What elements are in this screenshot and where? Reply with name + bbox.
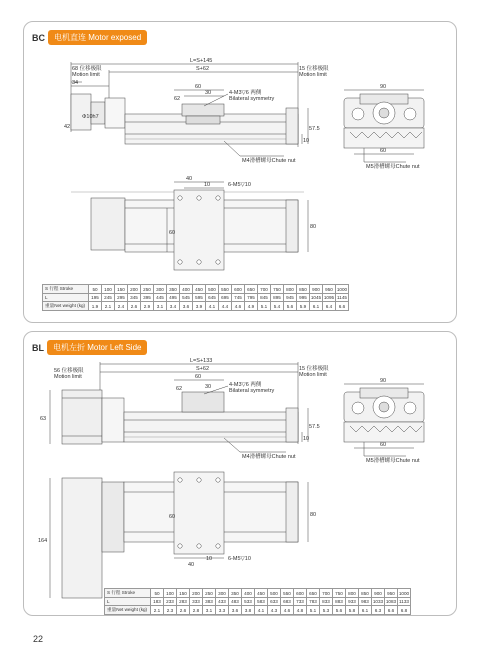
table-cell: 5.6 bbox=[284, 302, 297, 311]
dim-60: 60 bbox=[195, 374, 202, 380]
table-cell: 5.3 bbox=[320, 606, 333, 615]
top-60-label: 60 bbox=[169, 230, 176, 236]
table-cell: 150 bbox=[115, 285, 128, 294]
table-cell: 4.6 bbox=[281, 606, 294, 615]
dim-60: 60 bbox=[195, 84, 202, 90]
right-limit-cn: 15 位移极限 bbox=[299, 66, 329, 72]
table-cell: 483 bbox=[229, 598, 242, 606]
table-cell: 983 bbox=[359, 598, 372, 606]
section-bc bbox=[23, 21, 457, 323]
table-cell: 4.9 bbox=[245, 302, 258, 311]
dim-total-label: L=S+145 bbox=[190, 58, 213, 64]
table-cell: 6.3 bbox=[372, 606, 385, 615]
table-cell: 750 bbox=[271, 285, 284, 294]
dim-stroke-label: S+62 bbox=[196, 366, 209, 372]
dim-10: 10 bbox=[303, 138, 310, 144]
right-limit-en: Motion limit bbox=[299, 372, 327, 378]
table-cell: 733 bbox=[294, 598, 307, 606]
top-carriage-plate bbox=[174, 472, 224, 554]
table-cell: 833 bbox=[320, 598, 333, 606]
table-cell: 2.6 bbox=[128, 302, 141, 311]
table-cell: 100 bbox=[102, 285, 115, 294]
bilateral-note: Bilateral symmetry bbox=[229, 388, 275, 394]
table-cell: 150 bbox=[177, 589, 190, 598]
table-row bbox=[43, 302, 349, 311]
table-cell: 1133 bbox=[399, 599, 409, 604]
table-cell: 3.3 bbox=[216, 606, 229, 615]
table-cell: 695 bbox=[219, 294, 232, 302]
table-cell: 350 bbox=[229, 589, 242, 598]
table-cell: 595 bbox=[193, 294, 206, 302]
table-cell: 233 bbox=[164, 598, 177, 606]
table-cell: 850 bbox=[297, 285, 310, 294]
section-code: BC bbox=[32, 32, 45, 43]
table-cell: 283 bbox=[177, 598, 190, 606]
table-cell: 4.8 bbox=[294, 606, 307, 615]
table-cell: 600 bbox=[232, 285, 245, 294]
dim-stroke-label: S+62 bbox=[196, 66, 209, 72]
table-cell: 900 bbox=[310, 285, 323, 294]
table-cell: 400 bbox=[180, 285, 193, 294]
table-cell: 250 bbox=[141, 285, 154, 294]
motor-body bbox=[71, 94, 91, 130]
table-cell: 650 bbox=[307, 589, 320, 598]
table-cell: 4.1 bbox=[206, 302, 219, 311]
table-cell: 383 bbox=[203, 598, 216, 606]
table-cell: 850 bbox=[359, 589, 372, 598]
table-cell: 795 bbox=[245, 294, 258, 302]
section-title: 电机左折 Motor Left Side bbox=[47, 340, 147, 355]
section-bl bbox=[23, 331, 457, 616]
table-cell: 700 bbox=[320, 589, 333, 598]
page-number: 22 bbox=[33, 634, 44, 644]
top-40-label: 40 bbox=[186, 176, 193, 182]
table-cell: 450 bbox=[193, 285, 206, 294]
table-cell: 6.8 bbox=[398, 606, 411, 615]
end-chute-note: M5滑槽螺母Chute nut bbox=[366, 458, 420, 464]
table-cell: 3.4 bbox=[167, 302, 180, 311]
left-limit-cn: 56 位移极限 bbox=[54, 368, 84, 374]
top-motor bbox=[62, 478, 102, 598]
dim-30: 30 bbox=[205, 384, 212, 390]
stroke-header: S 行程 Stroke bbox=[43, 285, 89, 294]
top-60-label: 60 bbox=[169, 514, 176, 520]
table-cell: 1083 bbox=[385, 599, 397, 604]
table-cell: 650 bbox=[245, 285, 258, 294]
table-cell: 300 bbox=[216, 589, 229, 598]
table-cell: 200 bbox=[128, 285, 141, 294]
end-60-label: 60 bbox=[380, 442, 387, 448]
coupling-housing bbox=[105, 98, 125, 128]
spec-table-bl bbox=[104, 588, 411, 615]
top-carriage-plate bbox=[174, 190, 224, 270]
table-cell: 1.9 bbox=[89, 302, 102, 311]
dim-42: 42 bbox=[64, 124, 71, 130]
table-cell: 700 bbox=[258, 285, 271, 294]
table-cell: 245 bbox=[102, 294, 115, 302]
table-cell: 900 bbox=[372, 589, 385, 598]
table-cell: 450 bbox=[255, 589, 268, 598]
table-cell: 845 bbox=[258, 294, 271, 302]
bl-drawings bbox=[24, 332, 458, 617]
chute-note: M4滑槽螺母Chute nut bbox=[242, 158, 296, 164]
table-cell: 3.1 bbox=[154, 302, 167, 311]
table-cell: 1000 bbox=[398, 590, 410, 596]
dim-62: 62 bbox=[176, 386, 183, 392]
weight-header: 重量Net weight (kg) bbox=[43, 302, 89, 311]
left-limit-en: Motion limit bbox=[54, 374, 82, 380]
dim-total-label: L=S+133 bbox=[190, 358, 213, 364]
table-cell: 250 bbox=[203, 589, 216, 598]
end-chute-note: M5滑槽螺母Chute nut bbox=[366, 164, 420, 170]
table-cell: 495 bbox=[167, 294, 180, 302]
table-cell: 6.6 bbox=[385, 606, 398, 615]
end-width-label: 90 bbox=[380, 378, 387, 384]
top-164-label: 164 bbox=[38, 538, 48, 544]
table-cell: 3.1 bbox=[203, 606, 216, 615]
left-limit-cn: 68 位移极限 bbox=[72, 66, 102, 72]
table-cell: 5.8 bbox=[346, 606, 359, 615]
bilateral-note: Bilateral symmetry bbox=[229, 96, 275, 102]
table-cell: 2.1 bbox=[102, 302, 115, 311]
table-cell: 5.4 bbox=[271, 302, 284, 311]
table-cell: 183 bbox=[151, 598, 164, 606]
bc-drawings bbox=[24, 22, 458, 324]
table-cell: 550 bbox=[281, 589, 294, 598]
table-cell: 533 bbox=[242, 598, 255, 606]
table-cell: 6.4 bbox=[323, 302, 336, 311]
table-cell: 5.1 bbox=[258, 302, 271, 311]
length-header: L bbox=[105, 598, 151, 606]
table-cell: 50 bbox=[89, 285, 102, 294]
weight-header: 重量Net weight (kg) bbox=[105, 606, 151, 615]
dim-phi: Φ10h7 bbox=[82, 114, 99, 120]
table-cell: 6.6 bbox=[336, 302, 349, 311]
table-cell: 5.9 bbox=[297, 302, 310, 311]
top-40-label: 40 bbox=[188, 562, 195, 568]
table-cell: 5.1 bbox=[307, 606, 320, 615]
dim-34: 34 bbox=[72, 80, 79, 86]
table-cell: 445 bbox=[154, 294, 167, 302]
table-cell: 100 bbox=[164, 589, 177, 598]
table-cell: 3.6 bbox=[180, 302, 193, 311]
top-80-label: 80 bbox=[310, 512, 317, 518]
right-limit-en: Motion limit bbox=[299, 72, 327, 78]
end-60-label: 60 bbox=[380, 148, 387, 154]
table-cell: 1145 bbox=[337, 295, 347, 300]
table-row bbox=[43, 285, 349, 294]
table-cell: 633 bbox=[268, 598, 281, 606]
table-cell: 2.3 bbox=[164, 606, 177, 615]
table-cell: 2.4 bbox=[115, 302, 128, 311]
table-cell: 883 bbox=[333, 598, 346, 606]
top-motor bbox=[91, 198, 125, 250]
dim-30: 30 bbox=[205, 90, 212, 96]
table-cell: 600 bbox=[294, 589, 307, 598]
section-title: 电机直连 Motor exposed bbox=[48, 30, 147, 45]
table-cell: 195 bbox=[89, 294, 102, 302]
table-cell: 333 bbox=[190, 598, 203, 606]
stroke-header: S 行程 Stroke bbox=[105, 589, 151, 598]
table-cell: 4.1 bbox=[255, 606, 268, 615]
rail-body bbox=[124, 412, 298, 442]
table-cell: 2.1 bbox=[151, 606, 164, 615]
table-cell: 995 bbox=[297, 294, 310, 302]
right-limit-cn: 15 位移极限 bbox=[299, 366, 329, 372]
table-cell: 950 bbox=[385, 589, 398, 598]
table-cell: 800 bbox=[346, 589, 359, 598]
dim-57: 57.5 bbox=[309, 424, 320, 430]
table-cell: 4.3 bbox=[268, 606, 281, 615]
table-cell: 433 bbox=[216, 598, 229, 606]
table-cell: 745 bbox=[232, 294, 245, 302]
top-10-label: 10 bbox=[204, 182, 211, 188]
table-cell: 6.1 bbox=[310, 302, 323, 311]
table-cell: 800 bbox=[284, 285, 297, 294]
dim-62: 62 bbox=[174, 96, 181, 102]
table-cell: 4.4 bbox=[219, 302, 232, 311]
carriage bbox=[182, 392, 224, 412]
table-cell: 1095 bbox=[323, 295, 335, 300]
table-cell: 350 bbox=[167, 285, 180, 294]
table-cell: 2.9 bbox=[141, 302, 154, 311]
chute-note: M4滑槽螺母Chute nut bbox=[242, 454, 296, 460]
dim-57: 57.5 bbox=[309, 126, 320, 132]
table-cell: 1000 bbox=[336, 286, 348, 292]
top-80-label: 80 bbox=[310, 224, 317, 230]
table-cell: 6.1 bbox=[359, 606, 372, 615]
table-cell: 945 bbox=[284, 294, 297, 302]
table-cell: 50 bbox=[151, 589, 164, 598]
table-cell: 583 bbox=[255, 598, 268, 606]
table-cell: 895 bbox=[271, 294, 284, 302]
table-cell: 3.6 bbox=[229, 606, 242, 615]
table-cell: 500 bbox=[268, 589, 281, 598]
table-row bbox=[105, 606, 411, 615]
table-cell: 400 bbox=[242, 589, 255, 598]
table-cell: 683 bbox=[281, 598, 294, 606]
table-cell: 395 bbox=[141, 294, 154, 302]
section-code: BL bbox=[32, 342, 44, 353]
top-10-label: 10 bbox=[206, 556, 213, 562]
table-cell: 500 bbox=[206, 285, 219, 294]
bolt-note: 4-M3▽6 两侧 bbox=[229, 90, 262, 96]
bolt-note: 4-M3▽6 两侧 bbox=[229, 382, 262, 388]
table-row bbox=[105, 598, 411, 606]
spec-table-bc bbox=[42, 284, 349, 311]
end-block-right bbox=[286, 108, 298, 144]
table-cell: 300 bbox=[154, 285, 167, 294]
table-cell: 933 bbox=[346, 598, 359, 606]
table-cell: 550 bbox=[219, 285, 232, 294]
table-cell: 1033 bbox=[372, 599, 384, 604]
dim-63: 63 bbox=[40, 416, 47, 422]
table-cell: 1045 bbox=[310, 295, 322, 300]
table-cell: 345 bbox=[128, 294, 141, 302]
table-cell: 750 bbox=[333, 589, 346, 598]
table-row bbox=[43, 294, 349, 302]
left-limit-en: Motion limit bbox=[72, 72, 100, 78]
end-width-label: 90 bbox=[380, 84, 387, 90]
table-row bbox=[105, 589, 411, 598]
length-header: L bbox=[43, 294, 89, 302]
table-cell: 4.6 bbox=[232, 302, 245, 311]
top-bolt-note: 6-M5▽10 bbox=[228, 182, 251, 188]
table-cell: 5.6 bbox=[333, 606, 346, 615]
table-cell: 783 bbox=[307, 598, 320, 606]
table-cell: 2.8 bbox=[190, 606, 203, 615]
table-cell: 3.8 bbox=[242, 606, 255, 615]
table-cell: 295 bbox=[115, 294, 128, 302]
table-cell: 2.6 bbox=[177, 606, 190, 615]
table-cell: 200 bbox=[190, 589, 203, 598]
dim-10: 10 bbox=[303, 436, 310, 442]
table-cell: 645 bbox=[206, 294, 219, 302]
table-cell: 950 bbox=[323, 285, 336, 294]
table-cell: 545 bbox=[180, 294, 193, 302]
table-cell: 3.9 bbox=[193, 302, 206, 311]
carriage bbox=[182, 104, 224, 116]
top-bolt-note: 6-M5▽10 bbox=[228, 556, 251, 562]
